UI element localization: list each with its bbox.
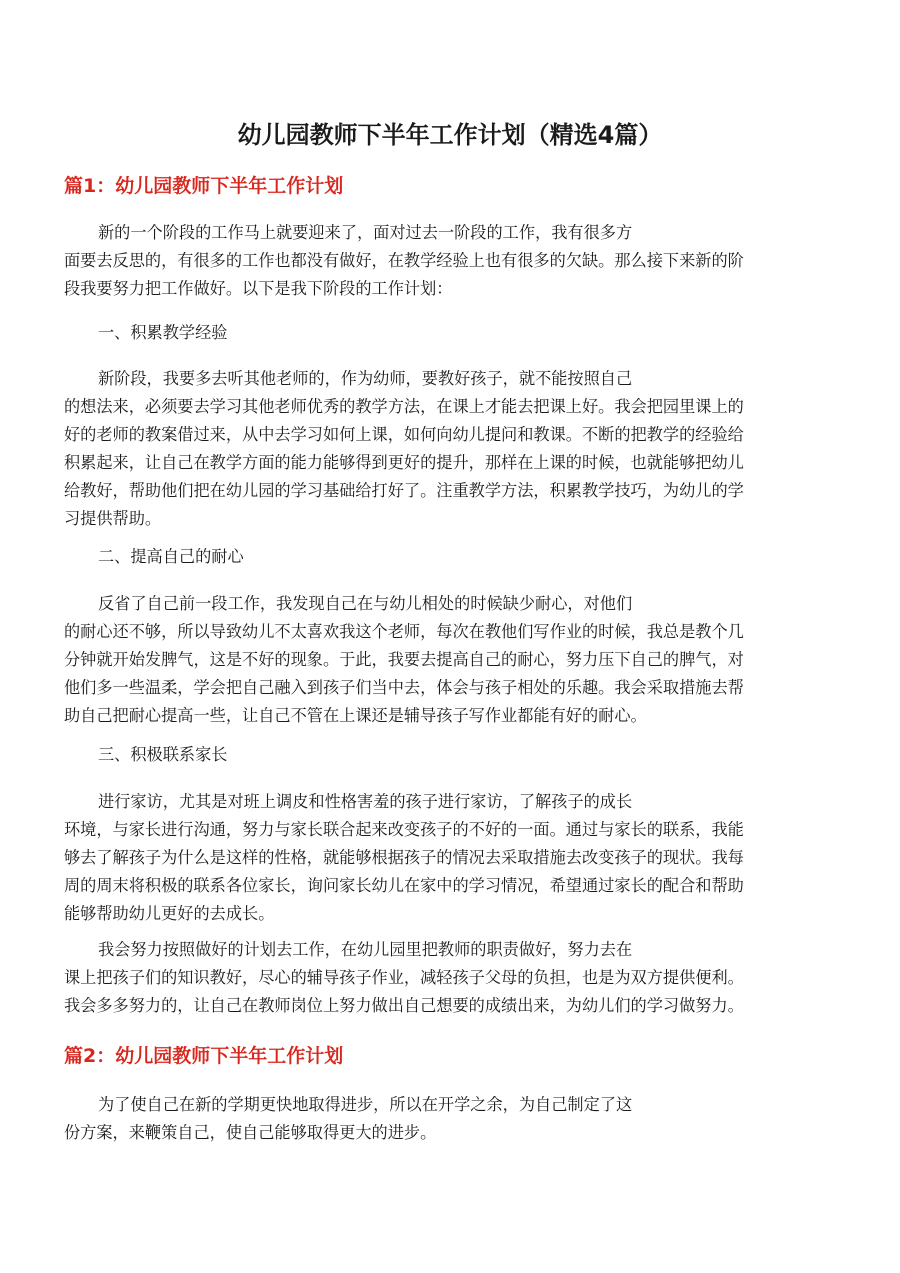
paragraph-line: 面要去反思的，有很多的工作也都没有做好，在教学经验上也有很多的欠缺。那么接下来新的阶 — [64, 251, 744, 270]
paragraph-line: 他们多一些温柔，学会把自己融入到孩子们当中去，体会与孩子相处的乐趣。我会采取措施去帮 — [64, 678, 744, 697]
paragraph-line: 积累起来，让自己在教学方面的能力能够得到更好的提升，那样在上课的时候，也就能够把幼儿 — [64, 453, 744, 472]
item3-paragraph — [64, 788, 844, 928]
paragraph-line: 课上把孩子们的知识教好，尽心的辅导孩子作业，减轻孩子父母的负担，也是为双方提供便利。 — [64, 968, 744, 987]
paragraph-line: 的耐心还不够，所以导致幼儿不太喜欢我这个老师，每次在教他们写作业的时候，我总是教个几 — [64, 622, 744, 641]
paragraph-line: 段我要努力把工作做好。以下是我下阶段的工作计划： — [64, 279, 453, 298]
paragraph-line: 进行家访，尤其是对班上调皮和性格害羞的孩子进行家访，了解孩子的成长 — [98, 792, 633, 811]
item2-paragraph — [64, 590, 844, 730]
subheading-accumulate-experience: 一、积累教学经验 — [98, 323, 228, 342]
subheading-improve-patience: 二、提高自己的耐心 — [98, 547, 244, 566]
paragraph-line: 周的周末将积极的联系各位家长，询问家长幼儿在家中的学习情况，希望通过家长的配合和帮助 — [64, 876, 744, 895]
paragraph-line: 我会多多努力的，让自己在教师岗位上努力做出自己想要的成绩出来，为幼儿们的学习做努力。 — [64, 996, 744, 1015]
paragraph-line: 环境，与家长进行沟通，努力与家长联合起来改变孩子的不好的一面。通过与家长的联系，我能 — [64, 820, 744, 839]
paragraph-line: 给教好，帮助他们把在幼儿园的学习基础给打好了。注重教学方法，积累教学技巧，为幼儿的学 — [64, 481, 744, 500]
paragraph-line: 的想法来，必须要去学习其他老师优秀的教学方法，在课上才能去把课上好。我会把园里课上的 — [64, 397, 744, 416]
paragraph-line: 助自己把耐心提高一些，让自己不管在上课还是辅导孩子写作业都能有好的耐心。 — [64, 706, 647, 725]
paragraph-line: 新的一个阶段的工作马上就要迎来了，面对过去一阶段的工作，我有很多方 — [98, 223, 633, 242]
paragraph-line: 新阶段，我要多去听其他老师的，作为幼师，要教好孩子，就不能按照自己 — [98, 369, 633, 388]
subheading-contact-parents: 三、积极联系家长 — [98, 745, 228, 764]
paragraph-line: 我会努力按照做好的计划去工作，在幼儿园里把教师的职责做好，努力去在 — [98, 940, 633, 959]
section1-intro-paragraph — [64, 219, 844, 303]
paragraph-line: 够去了解孩子为什么是这样的性格，就能够根据孩子的情况去采取措施去改变孩子的现状。我每 — [64, 848, 744, 867]
paragraph-line: 习提供帮助。 — [64, 509, 162, 528]
item1-paragraph — [64, 365, 844, 533]
closing-paragraph — [64, 936, 844, 1020]
paragraph-line: 反省了自己前一段工作，我发现自己在与幼儿相处的时候缺少耐心，对他们 — [98, 594, 633, 613]
section2-intro-paragraph — [64, 1091, 844, 1147]
paragraph-line: 为了使自己在新的学期更快地取得进步，所以在开学之余，为自己制定了这 — [98, 1095, 633, 1114]
paragraph-line: 份方案，来鞭策自己，使自己能够取得更大的进步。 — [64, 1123, 437, 1142]
paragraph-line: 分钟就开始发脾气，这是不好的现象。于此，我要去提高自己的耐心，努力压下自己的脾气，对 — [64, 650, 744, 669]
paragraph-line: 能够帮助幼儿更好的去成长。 — [64, 904, 275, 923]
section-heading-2: 篇2：幼儿园教师下半年工作计划 — [64, 1045, 344, 1067]
document-title: 幼儿园教师下半年工作计划（精选4篇） — [237, 121, 663, 149]
section-heading-1: 篇1：幼儿园教师下半年工作计划 — [64, 175, 344, 197]
paragraph-line: 好的老师的教案借过来，从中去学习如何上课，如何向幼儿提问和教课。不断的把教学的经验给 — [64, 425, 744, 444]
